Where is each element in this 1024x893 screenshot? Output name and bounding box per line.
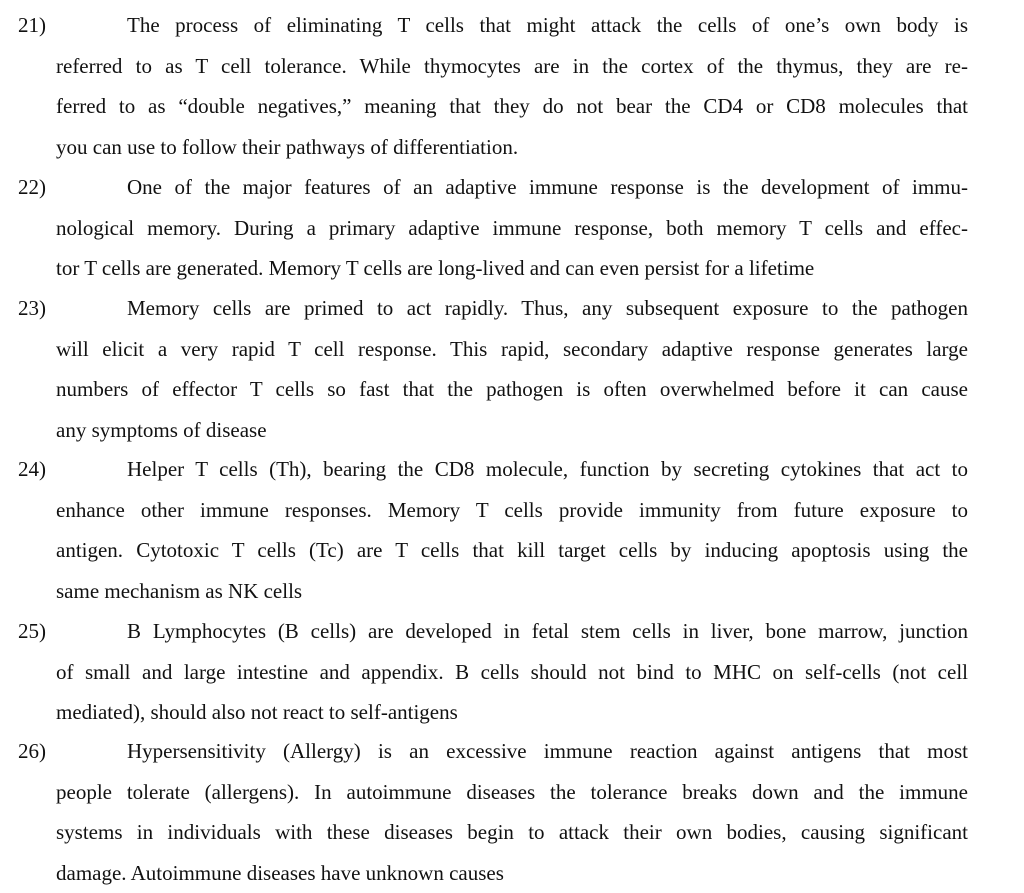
list-item-26 — [18, 731, 970, 893]
list-item-22 — [18, 167, 970, 289]
item-text-line: numbers of effector T cells so fast that the pathogen is often overwhelmed before it can cause — [56, 369, 968, 410]
item-text-line: any symptoms of disease — [56, 410, 968, 451]
list-item-25 — [18, 611, 970, 733]
item-text-line: damage. Autoimmune diseases have unknown causes — [56, 853, 968, 893]
item-text-line: tor T cells are generated. Memory T cells are long-lived and can even persist for a lifetime — [56, 248, 968, 289]
item-text-line: people tolerate (allergens). In autoimmune diseases the tolerance breaks down and the immune — [56, 772, 968, 813]
item-number: 24) — [18, 449, 46, 490]
item-text-line: systems in individuals with these diseases begin to attack their own bodies, causing significant — [56, 812, 968, 853]
item-text-line: will elicit a very rapid T cell response. This rapid, secondary adaptive response generates large — [56, 329, 968, 370]
item-number: 22) — [18, 167, 46, 208]
list-item-21 — [18, 5, 970, 167]
item-text-line: referred to as T cell tolerance. While thymocytes are in the cortex of the thymus, they are re- — [56, 46, 968, 87]
list-item-24 — [18, 449, 970, 611]
list-item-23 — [18, 288, 970, 450]
item-text-line: antigen. Cytotoxic T cells (Tc) are T cells that kill target cells by inducing apoptosis using the — [56, 530, 968, 571]
item-text-line: ferred to as “double negatives,” meaning that they do not bear the CD4 or CD8 molecules that — [56, 86, 968, 127]
item-text-line: B Lymphocytes (B cells) are developed in fetal stem cells in liver, bone marrow, junction — [127, 611, 968, 652]
item-text-line: Hypersensitivity (Allergy) is an excessive immune reaction against antigens that most — [127, 731, 968, 772]
item-text-line: Helper T cells (Th), bearing the CD8 molecule, function by secreting cytokines that act to — [127, 449, 968, 490]
item-text-line: of small and large intestine and appendix. B cells should not bind to MHC on self-cells (not cell — [56, 652, 968, 693]
item-number: 23) — [18, 288, 46, 329]
item-text-line: enhance other immune responses. Memory T cells provide immunity from future exposure to — [56, 490, 968, 531]
item-number: 26) — [18, 731, 46, 772]
item-text-line: Memory cells are primed to act rapidly. Thus, any subsequent exposure to the pathogen — [127, 288, 968, 329]
item-text-line: mediated), should also not react to self-antigens — [56, 692, 968, 733]
item-number: 25) — [18, 611, 46, 652]
item-number: 21) — [18, 5, 46, 46]
item-text-line: The process of eliminating T cells that might attack the cells of one’s own body is — [127, 5, 968, 46]
item-text-line: nological memory. During a primary adaptive immune response, both memory T cells and effec- — [56, 208, 968, 249]
item-text-line: One of the major features of an adaptive immune response is the development of immu- — [127, 167, 968, 208]
item-text-line: you can use to follow their pathways of differentiation. — [56, 127, 968, 168]
item-text-line: same mechanism as NK cells — [56, 571, 968, 612]
